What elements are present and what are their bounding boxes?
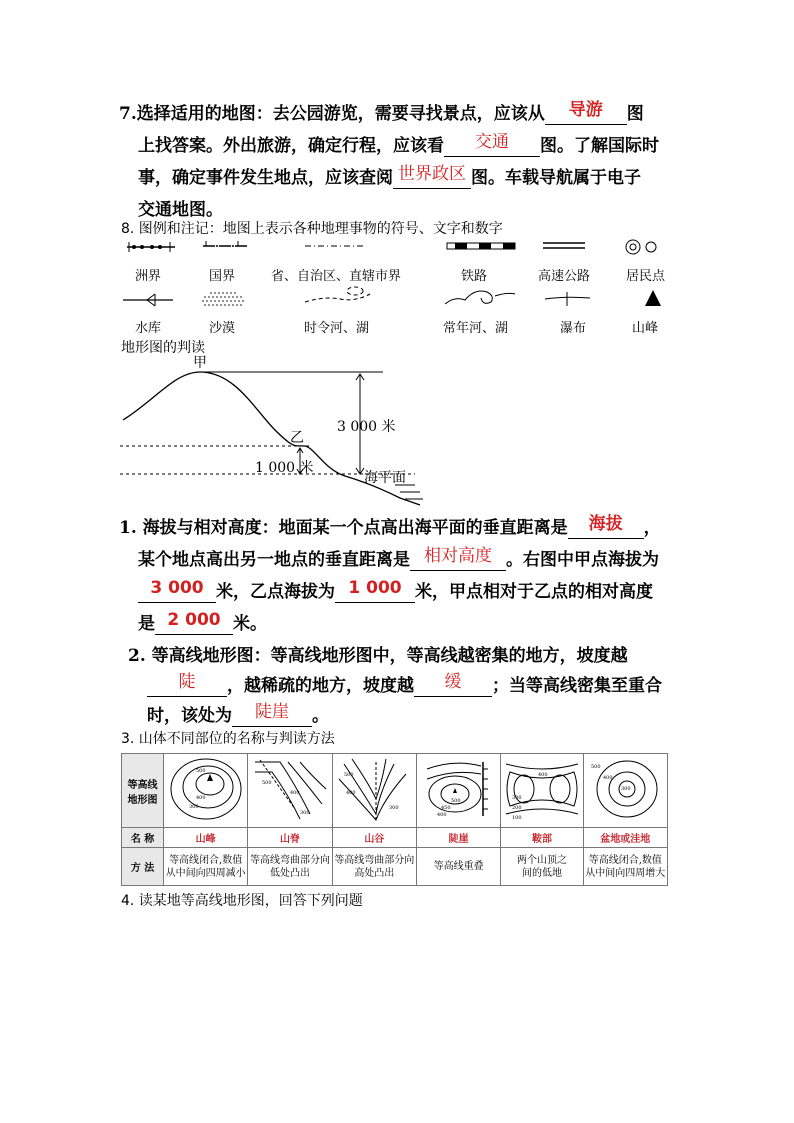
method-saddle: 两个山顶之间的低地 (501, 848, 583, 886)
label-sea-level: 海平面 (364, 470, 406, 486)
s1-answer-5: 2 000 (155, 614, 233, 635)
q7-line3: 事，确定事件发生地点，应该查阅 世界政区 图。车载导航属于电子 (138, 164, 641, 188)
name-saddle: 鞍部 (501, 828, 583, 848)
continent-boundary-symbol (127, 242, 175, 252)
row-header-map: 等高线地形图 (122, 754, 164, 828)
s1-answer-4: 1 000 (335, 582, 415, 603)
railway-symbol (447, 243, 515, 249)
s2-line3: 时，该处为 陡崖 。 (147, 702, 329, 726)
s1-line2: 某个地点高出另一地点的垂直距离是 相对高度 。右图中甲点海拔为 (138, 546, 659, 570)
legend-label-province: 省、自治区、直辖市界 (271, 269, 402, 284)
s1-line4: 是 2 000 米。 (138, 610, 267, 634)
terrain-title: 地形图的判读 (121, 340, 205, 356)
row-header-name: 名 称 (122, 828, 164, 848)
legend-symbols (115, 236, 685, 336)
s1-line3: 3 000 米，乙点海拔为 1 000 米，甲点相对于乙点的相对高度 (138, 577, 653, 603)
q7-line1: 7.选择适用的地图：去公园游览，需要寻找景点，应该从 导游 图 (119, 100, 644, 124)
method-ridge: 等高线弯曲部分向低处凸出 (248, 848, 332, 886)
label-yi: 乙 (290, 430, 304, 446)
reservoir-symbol (123, 294, 173, 306)
map-saddle (501, 754, 583, 828)
legend-label-railway: 铁路 (461, 269, 488, 284)
national-boundary-symbol (203, 241, 247, 247)
map-cliff (416, 754, 500, 828)
label-1000m: 1 000 米 (255, 460, 314, 476)
seasonal-river-symbol (305, 287, 370, 302)
map-valley (332, 754, 416, 828)
name-basin: 盆地或洼地 (583, 828, 667, 848)
method-cliff: 等高线重叠 (416, 848, 500, 886)
s2-line1: 2. 等高线地形图：等高线地形图中，等高线越密集的地方，坡度越 (128, 646, 628, 666)
highway-symbol (543, 243, 585, 248)
legend-label-perennial-river: 常年河、湖 (443, 321, 509, 336)
s1-line1: 1. 海拔与相对高度：地面某一个点高出海平面的垂直距离是 海拔 ， (119, 514, 661, 538)
svg-text:500: 500 (195, 768, 206, 774)
s2-line2: 陡 ，越稀疏的地方，坡度越 缓 ；当等高线密集至重合 (147, 671, 662, 697)
perennial-river-symbol (445, 291, 515, 304)
contour-features-table (121, 753, 668, 886)
name-ridge: 山脊 (248, 828, 332, 848)
svg-text:400: 400 (346, 790, 356, 796)
s3-title: 3. 山体不同部位的名称与判读方法 (121, 731, 335, 747)
desert-symbol (202, 292, 247, 306)
q8-title: 8. 图例和注记：地图上表示各种地理事物的符号、文字和数字 (121, 221, 503, 237)
settlement-symbol (626, 240, 656, 254)
svg-text:450: 450 (440, 805, 451, 811)
label-3000m: 3 000 米 (337, 419, 396, 435)
s4-title: 4. 读某地等高线地形图，回答下列问题 (121, 893, 363, 909)
s1-answer-1: 海拔 (568, 513, 644, 539)
name-peak: 山峰 (164, 828, 248, 848)
legend-label-desert: 沙漠 (209, 321, 236, 336)
s2-answer-3: 陡崖 (232, 701, 312, 727)
q7-line4: 交通地图。 (138, 200, 223, 220)
svg-text:300: 300 (621, 786, 631, 792)
svg-text:400: 400 (603, 775, 613, 781)
legend-label-continent: 洲界 (135, 269, 162, 284)
legend-label-settlement: 居民点 (626, 269, 666, 284)
mountain-peak-symbol (645, 290, 661, 306)
svg-text:200: 200 (511, 805, 522, 811)
row-header-method: 方 法 (122, 848, 164, 886)
svg-text:500: 500 (261, 780, 272, 786)
svg-text:400: 400 (537, 772, 548, 778)
map-ridge (248, 754, 332, 828)
method-peak: 等高线闭合,数值从中间向四周减小 (164, 848, 248, 886)
label-jia: 甲 (193, 355, 207, 371)
s2-answer-2: 缓 (414, 671, 492, 697)
q7-answer-2: 交通 (444, 131, 540, 157)
map-basin (583, 754, 667, 828)
svg-text:400: 400 (289, 790, 300, 796)
legend-label-peak: 山峰 (632, 321, 659, 336)
legend-label-waterfall: 瀑布 (560, 321, 587, 336)
q7-answer-1: 导游 (545, 99, 627, 125)
waterfall-symbol (545, 292, 590, 306)
legend-label-seasonal-river: 时令河、湖 (304, 321, 370, 336)
name-valley: 山谷 (332, 828, 416, 848)
method-basin: 等高线闭合,数值从中间向四周增大 (583, 848, 667, 886)
map-peak (164, 754, 248, 828)
legend-label-highway: 高速公路 (538, 269, 591, 284)
q7-line2: 上找答案。外出旅游，确定行程，应该看 交通 图。了解国际时 (138, 132, 659, 156)
svg-text:300: 300 (188, 804, 199, 810)
s1-answer-3: 3 000 (138, 582, 216, 603)
svg-text:300: 300 (299, 810, 310, 816)
svg-text:100: 100 (511, 815, 522, 821)
svg-text:500: 500 (450, 798, 461, 804)
legend-label-reservoir: 水库 (135, 321, 162, 336)
legend-label-national: 国界 (209, 269, 236, 284)
svg-text:400: 400 (195, 795, 206, 801)
svg-text:300: 300 (389, 805, 399, 811)
s1-answer-2: 相对高度 (410, 545, 506, 571)
svg-text:300: 300 (511, 795, 522, 801)
q7-answer-3: 世界政区 (393, 163, 471, 189)
s2-answer-1: 陡 (147, 671, 227, 697)
method-valley: 等高线弯曲部分向高处凸出 (332, 848, 416, 886)
svg-text:500: 500 (344, 772, 354, 778)
name-cliff: 陡崖 (416, 828, 500, 848)
svg-text:500: 500 (591, 764, 601, 770)
svg-text:400: 400 (436, 812, 447, 818)
